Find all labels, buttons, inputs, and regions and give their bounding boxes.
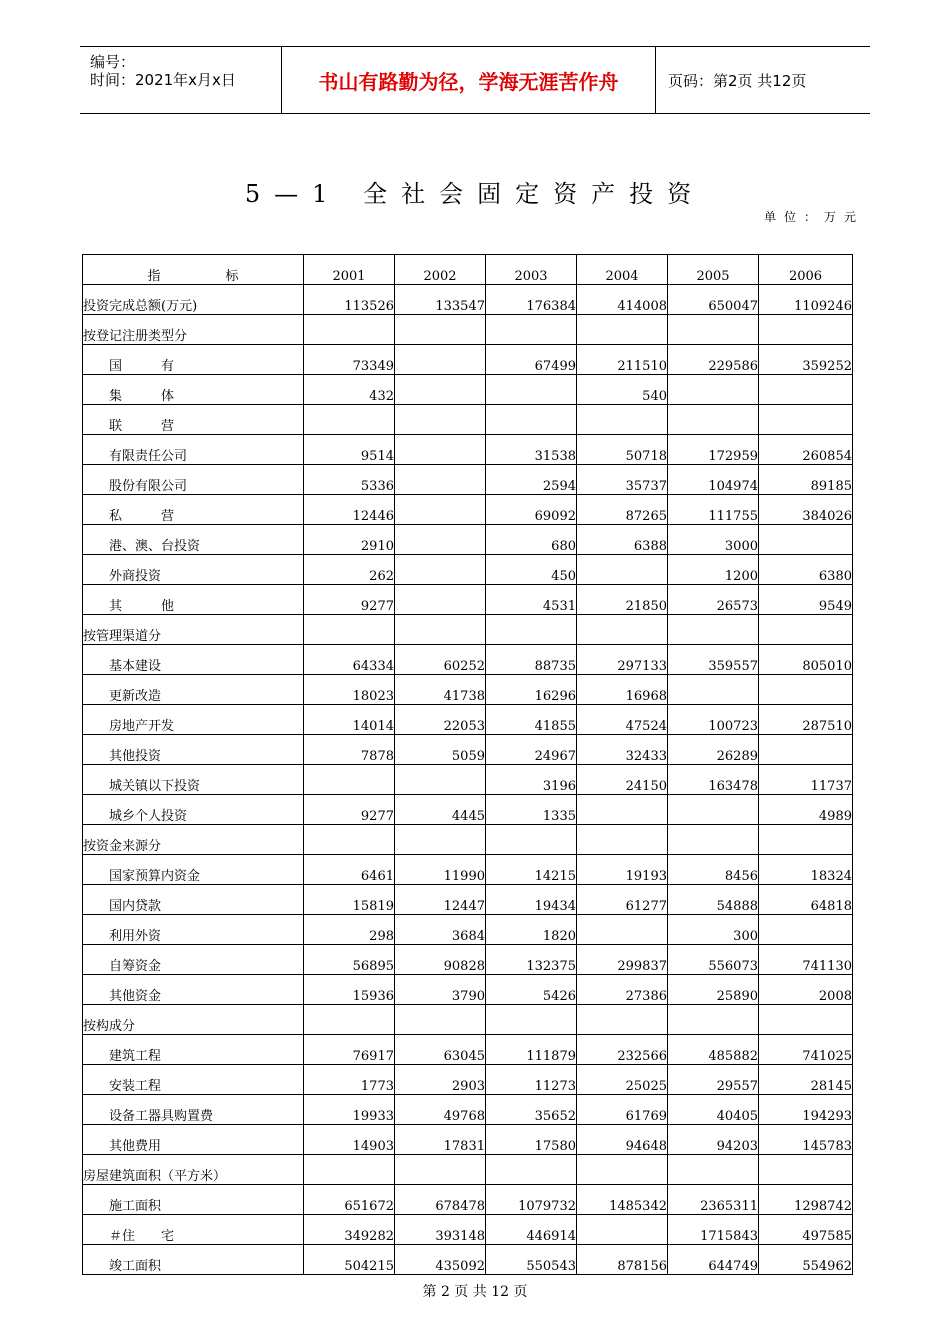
cell-value: 41738 <box>395 675 486 705</box>
cell-value: 104974 <box>668 465 759 495</box>
cell-value: 556073 <box>668 945 759 975</box>
cell-value: 4989 <box>759 795 853 825</box>
row-label: 港、澳、台投资 <box>83 525 304 555</box>
cell-value <box>577 615 668 645</box>
cell-value <box>486 315 577 345</box>
cell-value <box>304 615 395 645</box>
cell-value: 260854 <box>759 435 853 465</box>
table-row <box>83 1065 853 1095</box>
cell-value: 19933 <box>304 1095 395 1125</box>
cell-value: 540 <box>577 375 668 405</box>
table-row <box>83 1005 853 1035</box>
cell-value: 5059 <box>395 735 486 765</box>
cell-value: 1715843 <box>668 1215 759 1245</box>
cell-value: 61769 <box>577 1095 668 1125</box>
cell-value: 9549 <box>759 585 853 615</box>
table-row <box>83 975 853 1005</box>
cell-value: 300 <box>668 915 759 945</box>
document-time-label: 时间：2021年x月x日 <box>90 71 236 89</box>
cell-value: 2008 <box>759 975 853 1005</box>
cell-value: 680 <box>486 525 577 555</box>
cell-value: 297133 <box>577 645 668 675</box>
cell-value: 3196 <box>486 765 577 795</box>
cell-value: 172959 <box>668 435 759 465</box>
cell-value: 63045 <box>395 1035 486 1065</box>
cell-value: 287510 <box>759 705 853 735</box>
header-year: 2004 <box>577 255 668 285</box>
cell-value: 163478 <box>668 765 759 795</box>
cell-value: 650047 <box>668 285 759 315</box>
header-year: 2003 <box>486 255 577 285</box>
cell-value: 9277 <box>304 795 395 825</box>
table-row <box>83 675 853 705</box>
cell-value: 878156 <box>577 1245 668 1275</box>
cell-value: 29557 <box>668 1065 759 1095</box>
cell-value <box>304 1005 395 1035</box>
cell-value <box>759 315 853 345</box>
cell-value: 32433 <box>577 735 668 765</box>
cell-value: 67499 <box>486 345 577 375</box>
row-label: 基本建设 <box>83 645 304 675</box>
row-label: 国 有 <box>83 345 304 375</box>
table-row <box>83 285 853 315</box>
cell-value <box>486 1155 577 1185</box>
table-row <box>83 345 853 375</box>
row-label: 建筑工程 <box>83 1035 304 1065</box>
table-row <box>83 435 853 465</box>
document-number-label: 编号： <box>90 53 136 71</box>
cell-value: 349282 <box>304 1215 395 1245</box>
cell-value: 3790 <box>395 975 486 1005</box>
cell-value <box>304 825 395 855</box>
cell-value: 229586 <box>668 345 759 375</box>
cell-value: 111755 <box>668 495 759 525</box>
cell-value: 262 <box>304 555 395 585</box>
cell-value <box>668 1155 759 1185</box>
row-label: 国家预算内资金 <box>83 855 304 885</box>
cell-value <box>486 825 577 855</box>
cell-value: 28145 <box>759 1065 853 1095</box>
cell-value: 25890 <box>668 975 759 1005</box>
cell-value: 176384 <box>486 285 577 315</box>
cell-value: 17831 <box>395 1125 486 1155</box>
cell-value: 24967 <box>486 735 577 765</box>
cell-value: 2910 <box>304 525 395 555</box>
row-label: 其他费用 <box>83 1125 304 1155</box>
table-row <box>83 945 853 975</box>
cell-value: 111879 <box>486 1035 577 1065</box>
cell-value <box>304 1155 395 1185</box>
row-label: 城乡个人投资 <box>83 795 304 825</box>
cell-value <box>577 405 668 435</box>
cell-value <box>304 405 395 435</box>
row-label: 股份有限公司 <box>83 465 304 495</box>
cell-value: 94648 <box>577 1125 668 1155</box>
cell-value: 16296 <box>486 675 577 705</box>
header-year: 2001 <box>304 255 395 285</box>
page-footer: 第 2 页 共 12 页 <box>422 1284 528 1300</box>
cell-value: 1079732 <box>486 1185 577 1215</box>
table-row <box>83 1095 853 1125</box>
cell-value: 359557 <box>668 645 759 675</box>
cell-value: 2903 <box>395 1065 486 1095</box>
table-row <box>83 615 853 645</box>
cell-value: 73349 <box>304 345 395 375</box>
table-row <box>83 1125 853 1155</box>
row-label: 利用外资 <box>83 915 304 945</box>
cell-value: 41855 <box>486 705 577 735</box>
cell-value: 27386 <box>577 975 668 1005</box>
cell-value <box>759 1155 853 1185</box>
cell-value <box>759 525 853 555</box>
cell-value: 145783 <box>759 1125 853 1155</box>
cell-value: 299837 <box>577 945 668 975</box>
cell-value: 11273 <box>486 1065 577 1095</box>
cell-value: 1820 <box>486 915 577 945</box>
table-row <box>83 885 853 915</box>
cell-value: 19193 <box>577 855 668 885</box>
cell-value <box>577 1005 668 1035</box>
cell-value: 741025 <box>759 1035 853 1065</box>
cell-value: 1200 <box>668 555 759 585</box>
cell-value: 1298742 <box>759 1185 853 1215</box>
cell-value: 9514 <box>304 435 395 465</box>
table-row <box>83 1245 853 1275</box>
table-row <box>83 405 853 435</box>
cell-value <box>759 615 853 645</box>
cell-value: 644749 <box>668 1245 759 1275</box>
cell-value: 2594 <box>486 465 577 495</box>
table-row <box>83 585 853 615</box>
header-indicator: 指 标 <box>83 255 304 285</box>
cell-value: 504215 <box>304 1245 395 1275</box>
row-label: 国内贷款 <box>83 885 304 915</box>
cell-value: 61277 <box>577 885 668 915</box>
row-label: 按资金来源分 <box>83 825 304 855</box>
table-header-row <box>83 255 853 285</box>
row-label: 城关镇以下投资 <box>83 765 304 795</box>
row-label: 施工面积 <box>83 1185 304 1215</box>
cell-value <box>668 375 759 405</box>
cell-value: 88735 <box>486 645 577 675</box>
cell-value: 40405 <box>668 1095 759 1125</box>
cell-value: 133547 <box>395 285 486 315</box>
cell-value: 497585 <box>759 1215 853 1245</box>
cell-value: 49768 <box>395 1095 486 1125</box>
cell-value: 550543 <box>486 1245 577 1275</box>
cell-value: 450 <box>486 555 577 585</box>
cell-value: 14215 <box>486 855 577 885</box>
cell-value <box>486 375 577 405</box>
cell-value: 1335 <box>486 795 577 825</box>
cell-value: 64334 <box>304 645 395 675</box>
cell-value <box>577 825 668 855</box>
row-label: 投资完成总额(万元) <box>83 285 304 315</box>
cell-value <box>395 375 486 405</box>
cell-value: 100723 <box>668 705 759 735</box>
cell-value <box>486 615 577 645</box>
cell-value: 435092 <box>395 1245 486 1275</box>
cell-value: 24150 <box>577 765 668 795</box>
cell-value: 19434 <box>486 885 577 915</box>
cell-value: 678478 <box>395 1185 486 1215</box>
cell-value: 485882 <box>668 1035 759 1065</box>
header-meta <box>80 47 282 113</box>
cell-value <box>577 1155 668 1185</box>
cell-value <box>759 1005 853 1035</box>
cell-value <box>395 465 486 495</box>
cell-value: 651672 <box>304 1185 395 1215</box>
row-label: 按管理渠道分 <box>83 615 304 645</box>
row-label: 集 体 <box>83 375 304 405</box>
table-row <box>83 315 853 345</box>
table-row <box>83 1185 853 1215</box>
cell-value: 89185 <box>759 465 853 495</box>
cell-value <box>395 525 486 555</box>
table-row <box>83 375 853 405</box>
row-label: 其他投资 <box>83 735 304 765</box>
cell-value: 113526 <box>304 285 395 315</box>
table-row <box>83 765 853 795</box>
table-row <box>83 1035 853 1065</box>
unit-label: 单位：万元 <box>763 210 864 224</box>
cell-value: 2365311 <box>668 1185 759 1215</box>
cell-value <box>668 1005 759 1035</box>
page-title: 5—1 全社会固定资产投资 <box>244 180 706 208</box>
cell-value: 432 <box>304 375 395 405</box>
cell-value: 384026 <box>759 495 853 525</box>
cell-value <box>395 405 486 435</box>
table-row <box>83 795 853 825</box>
cell-value: 69092 <box>486 495 577 525</box>
cell-value: 17580 <box>486 1125 577 1155</box>
cell-value <box>395 1155 486 1185</box>
cell-value: 11990 <box>395 855 486 885</box>
table-row <box>83 525 853 555</box>
cell-value: 5336 <box>304 465 395 495</box>
cell-value <box>759 735 853 765</box>
cell-value <box>577 315 668 345</box>
cell-value: 194293 <box>759 1095 853 1125</box>
cell-value: 9277 <box>304 585 395 615</box>
table-row <box>83 465 853 495</box>
table-row <box>83 495 853 525</box>
row-label: 外商投资 <box>83 555 304 585</box>
cell-value: 5426 <box>486 975 577 1005</box>
cell-value <box>577 1215 668 1245</box>
cell-value <box>304 315 395 345</box>
cell-value: 14903 <box>304 1125 395 1155</box>
cell-value: 47524 <box>577 705 668 735</box>
cell-value: 1109246 <box>759 285 853 315</box>
table-row <box>83 1215 853 1245</box>
cell-value: 22053 <box>395 705 486 735</box>
table-row <box>83 645 853 675</box>
cell-value: 76917 <box>304 1035 395 1065</box>
row-label: 竣工面积 <box>83 1245 304 1275</box>
cell-value <box>486 405 577 435</box>
cell-value: 298 <box>304 915 395 945</box>
cell-value: 31538 <box>486 435 577 465</box>
cell-value: 4445 <box>395 795 486 825</box>
cell-value: 805010 <box>759 645 853 675</box>
row-label: 其他资金 <box>83 975 304 1005</box>
cell-value <box>304 765 395 795</box>
cell-value <box>395 615 486 645</box>
row-label: 按登记注册类型分 <box>83 315 304 345</box>
cell-value <box>577 915 668 945</box>
header-page-info: 页码：第2页 共12页 <box>668 71 807 90</box>
row-label: 房屋建筑面积（平方米） <box>83 1155 304 1185</box>
cell-value: 94203 <box>668 1125 759 1155</box>
cell-value: 16968 <box>577 675 668 705</box>
cell-value <box>668 405 759 435</box>
header-year: 2006 <box>759 255 853 285</box>
cell-value <box>395 345 486 375</box>
cell-value: 6461 <box>304 855 395 885</box>
header-motto: 书山有路勤为径，学海无涯苦作舟 <box>282 47 656 113</box>
table-row <box>83 855 853 885</box>
cell-value <box>395 765 486 795</box>
cell-value: 393148 <box>395 1215 486 1245</box>
investment-table-body <box>83 255 853 1275</box>
cell-value: 3684 <box>395 915 486 945</box>
cell-value: 60252 <box>395 645 486 675</box>
cell-value: 35737 <box>577 465 668 495</box>
cell-value: 12446 <box>304 495 395 525</box>
cell-value: 35652 <box>486 1095 577 1125</box>
row-label: 房地产开发 <box>83 705 304 735</box>
cell-value <box>668 675 759 705</box>
cell-value <box>668 825 759 855</box>
cell-value <box>668 315 759 345</box>
row-label: 有限责任公司 <box>83 435 304 465</box>
cell-value: 12447 <box>395 885 486 915</box>
cell-value: 4531 <box>486 585 577 615</box>
cell-value: 15936 <box>304 975 395 1005</box>
cell-value: 3000 <box>668 525 759 555</box>
table-row <box>83 705 853 735</box>
table-row <box>83 915 853 945</box>
cell-value: 18023 <box>304 675 395 705</box>
cell-value <box>577 555 668 585</box>
table-row <box>83 555 853 585</box>
cell-value <box>759 375 853 405</box>
cell-value: 132375 <box>486 945 577 975</box>
cell-value <box>668 795 759 825</box>
cell-value: 6388 <box>577 525 668 555</box>
cell-value <box>577 795 668 825</box>
investment-table <box>82 254 853 1275</box>
table-row <box>83 1155 853 1185</box>
cell-value: 26289 <box>668 735 759 765</box>
cell-value: 359252 <box>759 345 853 375</box>
cell-value: 446914 <box>486 1215 577 1245</box>
cell-value: 18324 <box>759 855 853 885</box>
header-year: 2002 <box>395 255 486 285</box>
cell-value <box>668 615 759 645</box>
table-row <box>83 735 853 765</box>
row-label: 其 他 <box>83 585 304 615</box>
cell-value <box>395 585 486 615</box>
cell-value: 7878 <box>304 735 395 765</box>
cell-value: 50718 <box>577 435 668 465</box>
cell-value: 26573 <box>668 585 759 615</box>
cell-value <box>395 435 486 465</box>
cell-value: 211510 <box>577 345 668 375</box>
cell-value: 21850 <box>577 585 668 615</box>
cell-value: 232566 <box>577 1035 668 1065</box>
cell-value <box>759 915 853 945</box>
cell-value: 90828 <box>395 945 486 975</box>
cell-value <box>395 555 486 585</box>
cell-value: 554962 <box>759 1245 853 1275</box>
cell-value: 87265 <box>577 495 668 525</box>
cell-value: 64818 <box>759 885 853 915</box>
cell-value: 8456 <box>668 855 759 885</box>
cell-value: 1773 <box>304 1065 395 1095</box>
cell-value: 11737 <box>759 765 853 795</box>
row-label: 联 营 <box>83 405 304 435</box>
table-row <box>83 825 853 855</box>
cell-value: 14014 <box>304 705 395 735</box>
cell-value: 6380 <box>759 555 853 585</box>
row-label: 更新改造 <box>83 675 304 705</box>
row-label: 自筹资金 <box>83 945 304 975</box>
cell-value: 56895 <box>304 945 395 975</box>
cell-value <box>395 1005 486 1035</box>
row-label: 安装工程 <box>83 1065 304 1095</box>
cell-value: 15819 <box>304 885 395 915</box>
cell-value: 1485342 <box>577 1185 668 1215</box>
page-header <box>80 46 870 114</box>
cell-value <box>759 675 853 705</box>
cell-value: 54888 <box>668 885 759 915</box>
header-year: 2005 <box>668 255 759 285</box>
cell-value <box>395 825 486 855</box>
cell-value <box>759 405 853 435</box>
row-label: 私 营 <box>83 495 304 525</box>
cell-value: 414008 <box>577 285 668 315</box>
cell-value: 741130 <box>759 945 853 975</box>
cell-value <box>395 495 486 525</box>
row-label: 按构成分 <box>83 1005 304 1035</box>
cell-value <box>759 825 853 855</box>
cell-value <box>486 1005 577 1035</box>
row-label: 设备工器具购置费 <box>83 1095 304 1125</box>
cell-value: 25025 <box>577 1065 668 1095</box>
cell-value <box>395 315 486 345</box>
row-label: ＃住 宅 <box>83 1215 304 1245</box>
